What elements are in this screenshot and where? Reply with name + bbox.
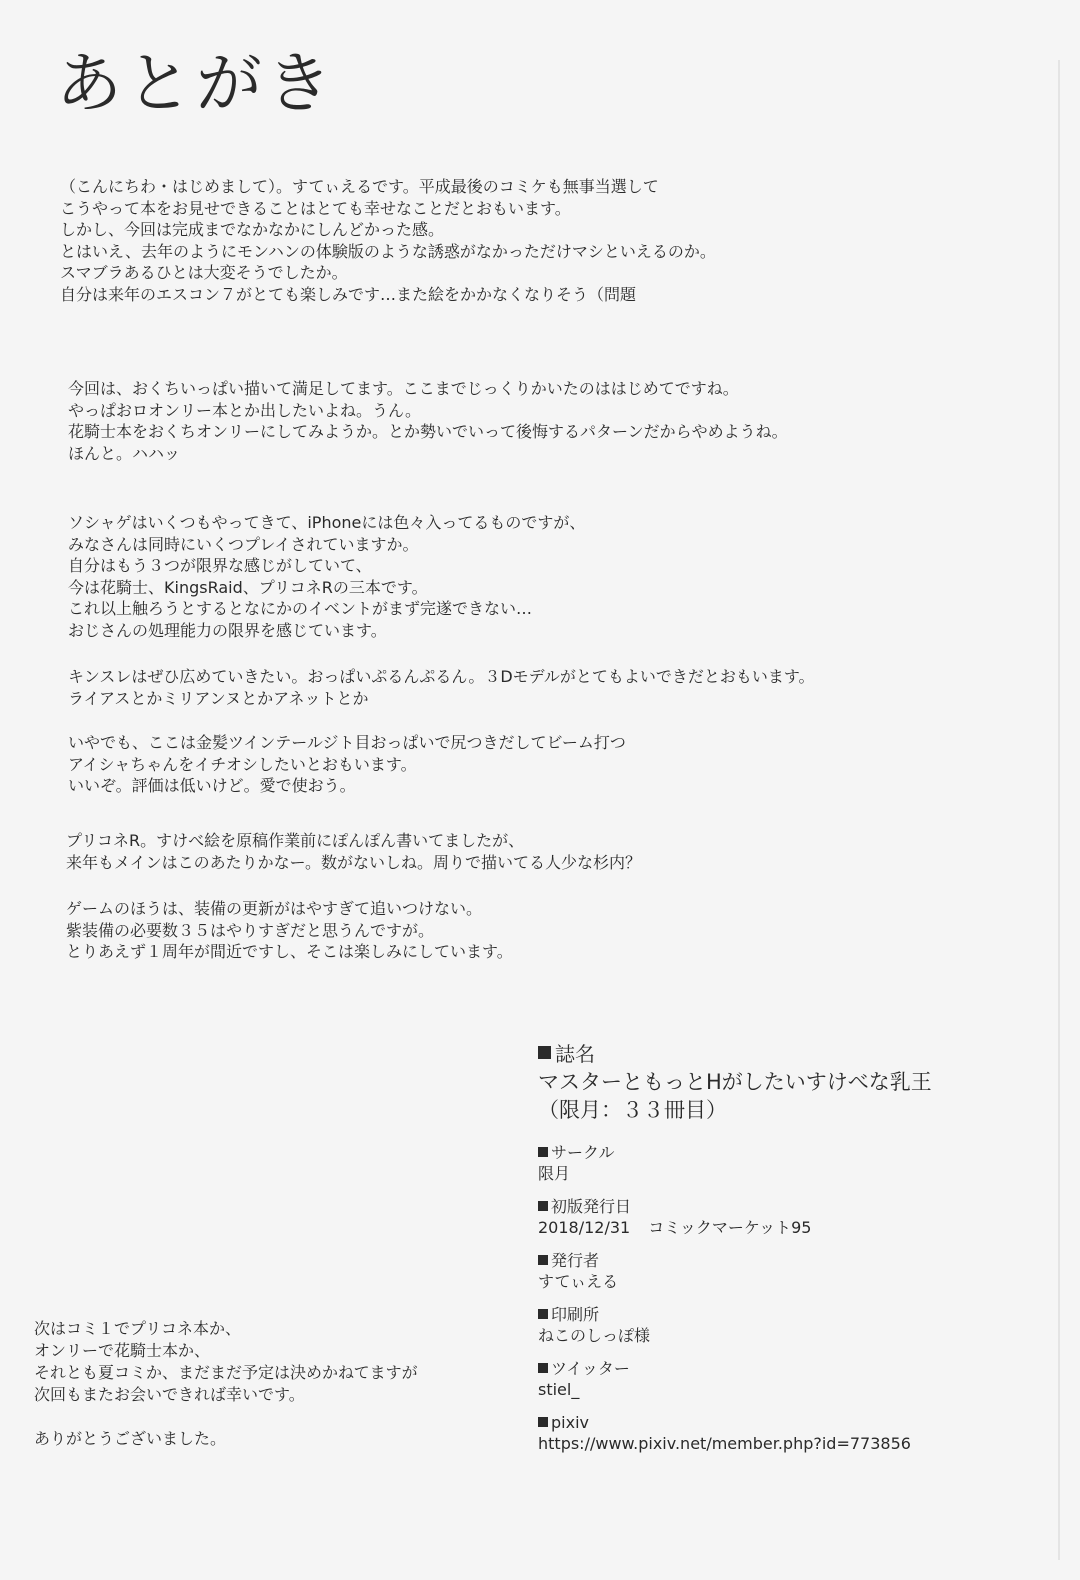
printer-value: ねこのしっぽ様 [538,1326,651,1345]
publisher-label-text: 発行者 [551,1251,600,1270]
circle-value: 限月 [538,1164,571,1183]
publisher-label [538,1250,932,1271]
twitter-handle: stiel_ [538,1380,580,1399]
closing-message [34,1318,418,1450]
printer-entry [538,1304,932,1346]
text-line: プリコネR。すけべ絵を原稿作業前にぽんぽん書いてましたが、 [66,831,525,850]
paragraph-mobile-games [68,512,585,641]
spacer [34,1406,418,1428]
text-line: キンスレはぜひ広めていきたい。おっぱいぷるんぷるん。３Dモデルがとてもよいできだとおもいます。 [68,667,815,686]
pixiv-entry [538,1412,932,1454]
publisher-entry [538,1250,932,1292]
text-line: アイシャちゃんをイチオシしたいとおもいます。 [68,754,417,774]
twitter-entry [538,1358,932,1400]
text-line: 自分は来年のエスコン７がとても楽しみです…また絵をかかなくなりそう（問題 [60,284,637,304]
release-event: コミックマーケット95 [648,1218,812,1237]
pixiv-label-text: pixiv [551,1413,589,1432]
magazine-label [538,1040,932,1068]
pixiv-label [538,1412,932,1433]
square-bullet-icon [538,1046,551,1059]
text-line: いやでも、ここは金髪ツインテールジト目おっぱいで尻つきだしてビーム打つ [68,733,626,752]
text-line: ゲームのほうは、装備の更新がはやすぎて追いつけない。 [66,899,483,918]
text-line: とはいえ、去年のようにモンハンの体験版のような誘惑がなかっただけマシといえるのか。 [60,241,716,261]
text-line: いいぞ。評価は低いけど。愛で使おう。 [68,776,356,795]
square-bullet-icon [538,1201,548,1211]
text-line: ソシャゲはいくつもやってきて、iPhoneには色々入ってるものですが、 [68,513,586,532]
paragraph-priconne [66,830,641,873]
text-line: おじさんの処理能力の限界を感じています。 [68,620,387,640]
circle-entry [538,1142,932,1184]
square-bullet-icon [538,1309,548,1319]
paragraph-equipment [66,898,513,963]
paragraph-aisha [68,732,626,797]
paragraph-this-time [68,378,788,464]
text-line: みなさんは同時にいくつプレイされていますか。 [68,534,419,554]
printer-label [538,1304,932,1325]
text-line: 花騎士本をおくちオンリーにしてみようか。とか勢いでいって後悔するパターンだからやめようね。 [68,422,788,441]
text-line: オンリーで花騎士本か、 [34,1341,211,1360]
release-value [538,1217,932,1238]
text-line: 紫装備の必要数３５はやりすぎだと思うんですが。 [66,920,435,940]
page-title: あとがき [56,45,336,122]
printer-label-text: 印刷所 [551,1305,600,1324]
circle-label-text: サークル [551,1143,615,1162]
square-bullet-icon [538,1417,548,1427]
text-line: 今は花騎士、KingsRaid、プリコネRの三本です。 [68,577,428,597]
paragraph-greeting [60,176,716,305]
text-line: ライアスとかミリアンヌとかアネットとか [68,688,369,708]
text-line: 来年もメインはこのあたりかなー。数がないしね。周りで描いてる人少な杉内？ [66,852,642,872]
text-line: スマブラあるひとは大変そうでしたか。 [60,263,348,282]
text-line: 自分はもう３つが限界な感じがしていて、 [68,556,372,575]
text-line: こうやって本をお見せできることはとても幸せなことだとおもいます。 [60,198,571,218]
twitter-label [538,1358,932,1379]
colophon [538,1040,932,1454]
text-line: 次回もまたお会いできれば幸いです。 [34,1385,305,1404]
release-label [538,1196,932,1217]
text-line: それとも夏コミか、まだまだ予定は決めかねてますが [34,1363,418,1382]
page-edge-shadow [1058,60,1060,1560]
twitter-label-text: ツイッター [551,1359,630,1378]
square-bullet-icon [538,1147,548,1157]
paragraph-kingsraid [68,666,815,709]
text-line: やっぱおロオンリー本とか出したいよね。うん。 [68,400,421,420]
square-bullet-icon [538,1255,548,1265]
magazine-title: マスターともっとHがしたいすけべな乳王 [538,1070,932,1094]
release-date: 2018/12/31 [538,1218,631,1237]
publisher-value: すてぃえる [538,1272,619,1291]
pixiv-url: https://www.pixiv.net/member.php?id=773856 [538,1434,911,1453]
magazine-subtitle: （限月：３３冊目） [538,1098,727,1122]
text-line: 今回は、おくちいっぱい描いて満足してます。ここまでじっくりかいたのははじめてですね。 [68,379,739,398]
text-line: （こんにちわ・はじめまして）。すてぃえるです。平成最後のコミケも無事当選して [60,177,659,196]
magazine-label-text: 誌名 [555,1042,595,1066]
text-line: 次はコミ１でプリコネ本か、 [34,1319,242,1338]
release-label-text: 初版発行日 [551,1197,632,1216]
text-line: ほんと。ハハッ [68,443,181,463]
thanks-line: ありがとうございました。 [34,1429,227,1448]
square-bullet-icon [538,1363,548,1373]
text-line: しかし、今回は完成までなかなかにしんどかった感。 [60,220,445,239]
text-line: これ以上触ろうとするとなにかのイベントがまず完遂できない… [68,599,533,618]
circle-label [538,1142,932,1163]
text-line: とりあえず１周年が間近ですし、そこは楽しみにしています。 [66,942,513,961]
release-entry [538,1196,932,1238]
